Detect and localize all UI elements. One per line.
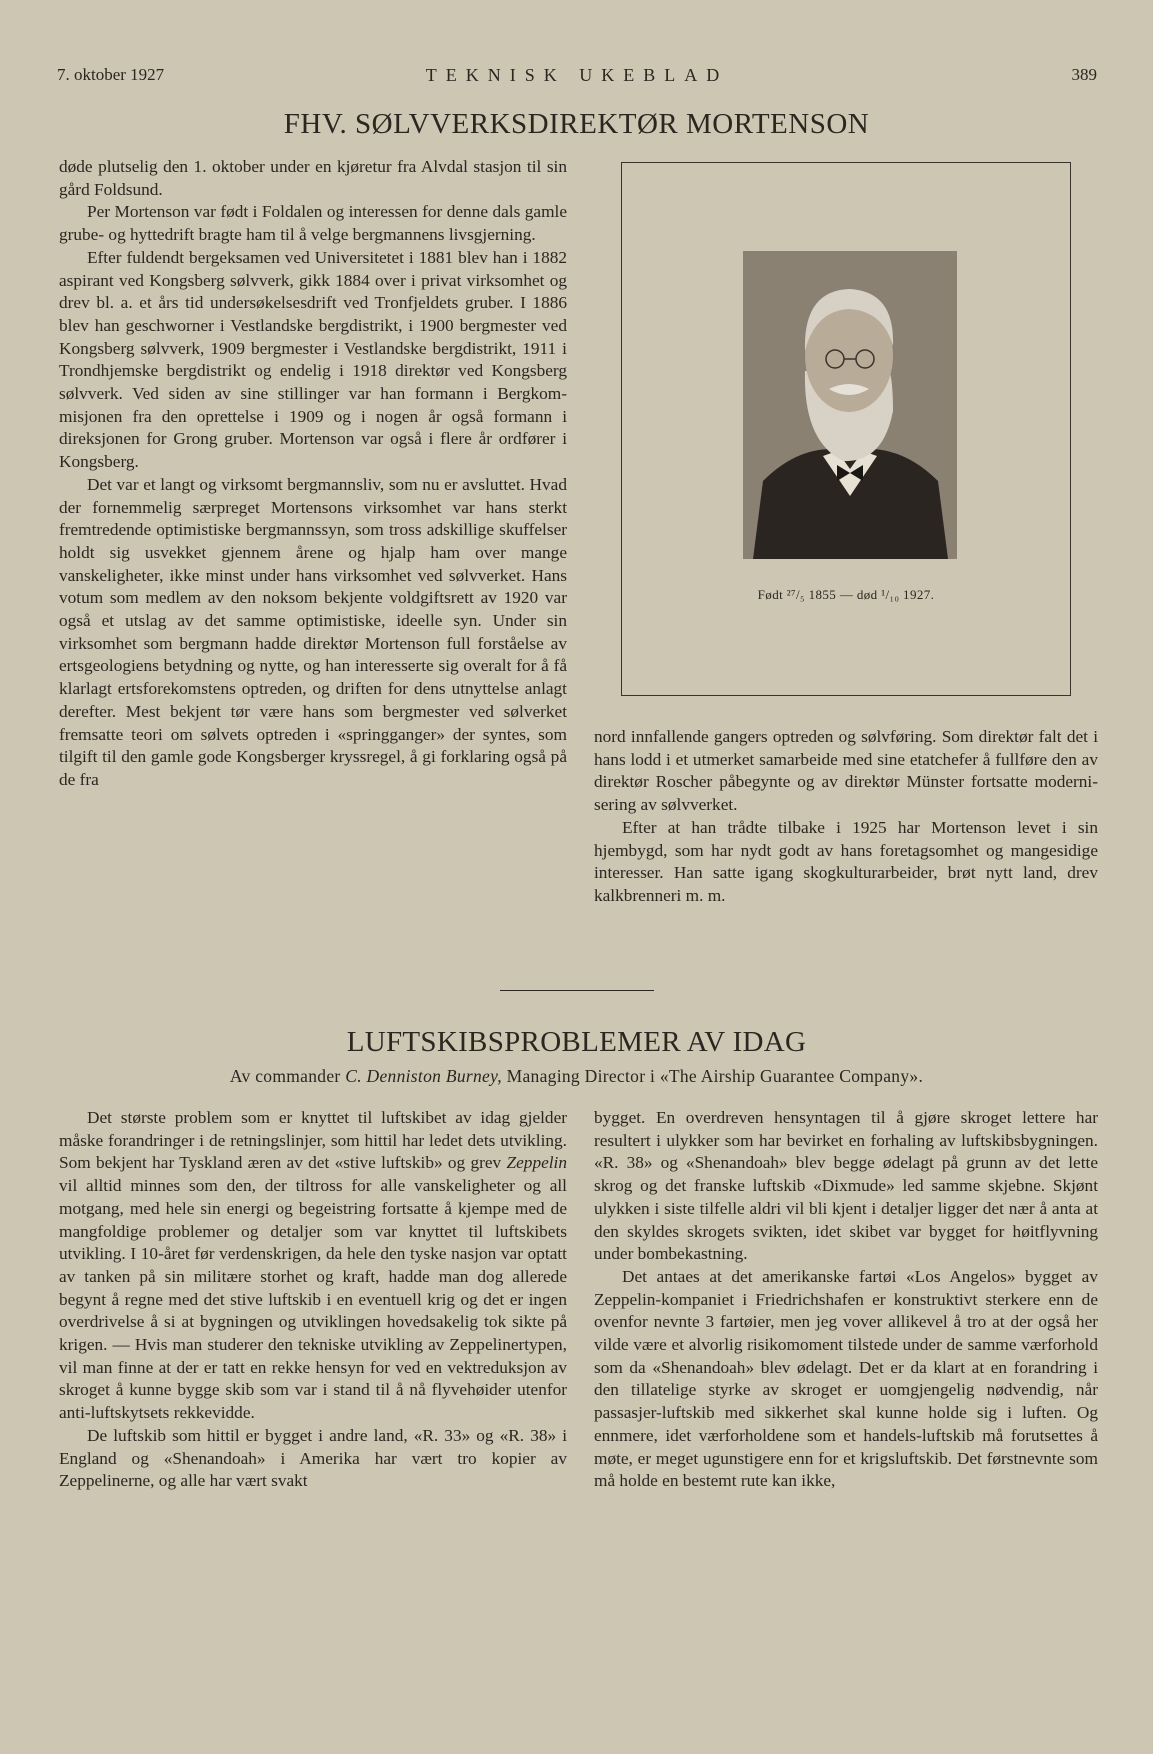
- author-name: C. Denniston Burney,: [345, 1066, 502, 1086]
- byline-prefix: Av commander: [229, 1066, 341, 1086]
- portrait-caption: Født ²⁷/₅ 1855 — død ¹/₁₀ 1927.: [757, 587, 935, 602]
- obituary-paragraph: nord innfallende gangers optreden og sølvføring. Som direktør falt det i hans lodd i et utmerket samarbeide med sine etatchefer å fullføre den av direktør Roscher påbegynte og av direktør Münster fortsatte modernisering av sølvverket.: [594, 727, 1098, 815]
- article-title: LUFTSKIBSPROBLEMER AV IDAG: [346, 1026, 807, 1058]
- page-number: 389: [1071, 65, 1097, 84]
- obituary-right-column: [594, 726, 1098, 908]
- obituary-title: FHV. SØLVVERKSDIREKTØR MORTENSON: [283, 108, 870, 140]
- article-paragraph: De luftskib som hittil er bygget i andre land, «R. 33» og «R. 38» i England og «Shenandoah» i Amerika har vært tro kopier av Zeppelinerne, og alle har vært svakt: [59, 1425, 567, 1491]
- running-header: [57, 62, 1097, 88]
- article-paragraph: bygget. En overdreven hensyntagen til å gjøre skroget lettere har resultert i ulykker som har bevirket en forhaling av luftskibsbygningen. «R. 38» og «Shenandoah» blev begge ødelagt på grunn av det lette skrog og det franske luftskib «Dixmude» led samme skjebne. Skjønt ulykken i siste tilfelle aldri vil bli kjent i detaljer ligger det nær å anta at den skyldes skrogets svikten, idet skibet var bygget for høitflyvning under bombekastning.: [594, 1108, 1098, 1264]
- article-left-column: [59, 1107, 567, 1493]
- article-text: Det største problem som er knyttet til luftskibet av idag gjelder måske forandringer i de retningslinjer, som hittil har ledet dets utvikling. Som bekjent har Tyskland æren av det «stive luftskib» og grev: [59, 1108, 567, 1173]
- journal-title: TEKNISK UKEBLAD: [425, 65, 729, 85]
- article-paragraph: [59, 1107, 567, 1425]
- obituary-paragraph: Efter at han trådte tilbake i 1925 har Mortenson levet i sin hjembygd, som har nydt godt av hans foretagsomhet og mangesidige interesser. Han satte igang skogkulturarbeider, brøt nytt land, drev kalkbrenneri m. m.: [594, 817, 1098, 905]
- article-right-column: [594, 1107, 1098, 1493]
- obituary-paragraph: Per Mortenson var født i Foldalen og interessen for denne dals gamle grube- og hyttedrift bragte ham til å velge bergmannens livsgjerning.: [59, 202, 567, 245]
- obituary-left-column: [59, 156, 567, 792]
- section-divider: [500, 990, 654, 991]
- obituary-paragraph: Det var et langt og virksomt bergmannsliv, som nu er avsluttet. Hvad der fornemmelig særpreget Mortensons virksomhet var hans sterkt fremtredende optimistiske bergmannssyn, som tross adskillige skuffelser holdt sig usvekket gjennem årene og hjalp ham over mange vanskeligheter, ikke minst under hans virksomhet ved sølvverket. Hans votum som medlem av den noksom bekjente voldgiftsrett av 1920 var også et utslag av det samme optimistiske, ideelle syn. Under sin virksomhet som bergmann hadde direktør Mortenson full forståelse av ertsgeologiens betydning og nytte, og han interesserte sig overalt for å få klarlagt ertsforekomstens optreden, og driften for dens utnyttelse anlagt derefter. Mest bekjent tør være hans som bergmester ved sølverket fremsatte teori om sølvets optreden i «springganger» der syntes, som tilgift til den gamle gode Kongsberger kryssregel, å gi forklaring også på de fra: [59, 474, 567, 789]
- article-emphasis: Zeppelin: [506, 1153, 567, 1173]
- issue-date: 7. oktober 1927: [57, 65, 165, 84]
- obituary-paragraph: døde plutselig den 1. oktober under en kjøretur fra Alvdal stasjon til sin gård Foldsund.: [59, 157, 567, 199]
- portrait-frame: [621, 162, 1071, 696]
- portrait-photo: [743, 251, 957, 559]
- obituary-paragraph: Efter fuldendt bergeksamen ved Universitetet i 1881 blev han i 1882 aspirant ved Kongsberg sølvverk, gikk 1884 over i privat virksomhet og drev bl. a. et års tid undersøkelsesdrift ved Tronfjeldets gruber. I 1886 blev han geschworner i Vestlandske bergdistrikt, i 1900 bergmester ved Kongsberg sølvverk, 1909 bergmester i Vestlandske bergdistrikt, 1911 i Trondhjemske bergdistrikt og endelig i 1918 direktør ved Kongsberg sølvverk. Ved siden av sine stillinger var han formann i Bergkommisjonen fra den oprettelse i 1909 og i nogen år også formann i direksjonen for Grong gruber. Mortenson var også i flere år ordfører i Kongsberg.: [59, 247, 567, 472]
- byline-suffix: Managing Director i «The Airship Guarantee Company».: [506, 1066, 924, 1086]
- article-byline: [0, 1064, 1153, 1088]
- article-paragraph: Det antaes at det amerikanske fartøi «Los Angelos» bygget av Zeppelin-kompaniet i Friedrichshafen er konstruktivt sterkere enn de ovenfor nevnte 3 fartøier, men jeg vover allikevel å tro at der også her vilde være et alvorlig risikomoment tilstede under de samme værforhold som da «Shenandoah» blev ødelagt. Det er da klart at en forandring i den tillatelige styrke av skroget er uomgjengelig nødvendig, når passasjer-luftskib med sikkerhet skal kunne holde sig i luften. Og ennmere, idet værforholdene som et handels-luftskib må forutsettes å møte, er meget ugunstigere enn for et krigsluftskib. Det førstnevnte som må holde en bestemt rute kan ikke,: [594, 1266, 1098, 1491]
- article-text: vil alltid minnes som den, der tiltross for alle vanskeligheter og all motgang, med hele sin energi og begeistring fortsatte å kjempe med de mangfoldige problemer og detaljer som var knyttet til luftskibets utvikling. I 10-året før verdenskrigen, da hele den tyske nasjon var optatt av tanken på sin militære storhet og kraft, hadde man dog allerede begynt å regne med det stive luftskib i en eventuell krig og det er ingen overdrivelse å si at bygningen og utviklingen hovedsakelig tok sikte på krigen. — Hvis man studerer den tekniske utvikling av Zeppelinertypen, vil man finne at der er tatt en rekke hensyn for ved en vektreduksjon av skroget å kunne bygge skib som var i stand til å nå flyvehøider utenfor anti-luftskytsets rekkevidde.: [59, 1176, 567, 1423]
